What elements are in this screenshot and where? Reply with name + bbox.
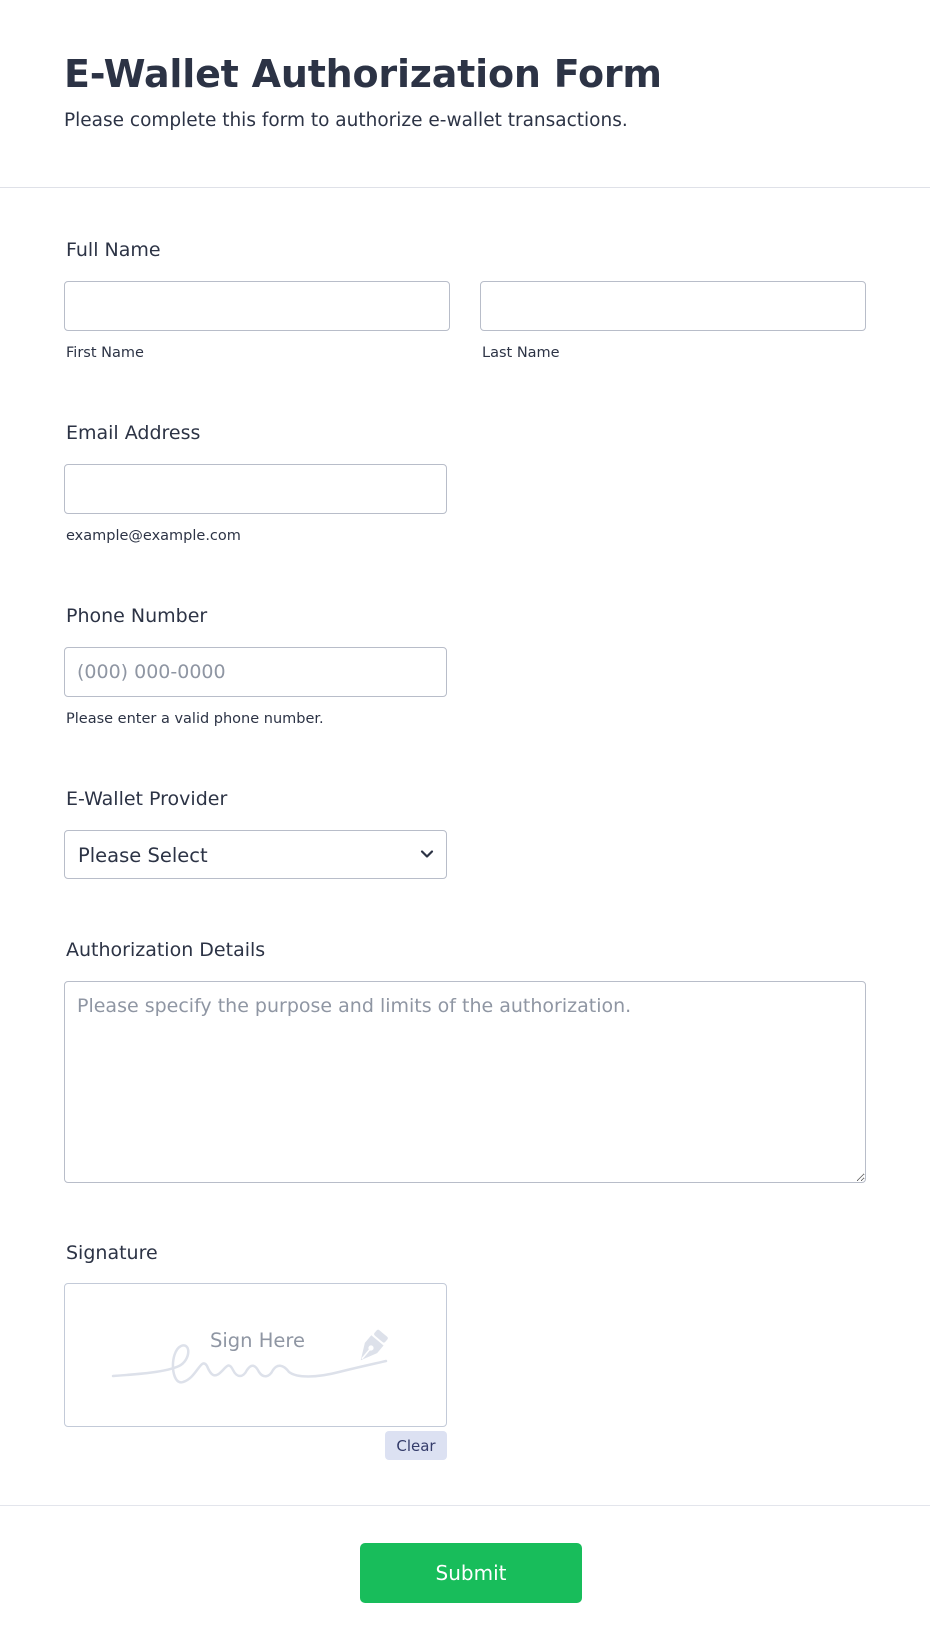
full-name-label: Full Name bbox=[66, 239, 161, 261]
provider-select[interactable] bbox=[64, 830, 447, 879]
details-label: Authorization Details bbox=[66, 939, 266, 961]
signature-pad[interactable] bbox=[64, 1283, 447, 1427]
pen-nib-icon bbox=[349, 1326, 393, 1370]
first-name-input[interactable] bbox=[64, 281, 450, 331]
first-name-sublabel: First Name bbox=[66, 345, 144, 361]
form-title: E-Wallet Authorization Form bbox=[64, 52, 662, 96]
provider-selected-value: Please Select bbox=[78, 844, 208, 867]
phone-input[interactable] bbox=[64, 647, 447, 697]
phone-sublabel: Please enter a valid phone number. bbox=[66, 711, 324, 727]
last-name-sublabel: Last Name bbox=[482, 345, 560, 361]
email-sublabel: example@example.com bbox=[66, 528, 241, 544]
chevron-down-icon bbox=[418, 845, 436, 863]
email-label: Email Address bbox=[66, 422, 201, 444]
submit-button[interactable]: Submit bbox=[360, 1543, 582, 1603]
clear-signature-button[interactable]: Clear bbox=[385, 1431, 447, 1460]
details-textarea[interactable] bbox=[64, 981, 866, 1183]
form-subtitle: Please complete this form to authorize e-wallet transactions. bbox=[64, 110, 628, 131]
footer-divider bbox=[0, 1505, 930, 1506]
signature-label: Signature bbox=[66, 1242, 158, 1264]
last-name-input[interactable] bbox=[480, 281, 866, 331]
form-header bbox=[0, 0, 930, 188]
sign-here-hint: Sign Here bbox=[210, 1329, 305, 1352]
provider-label: E-Wallet Provider bbox=[66, 788, 228, 810]
phone-label: Phone Number bbox=[66, 605, 208, 627]
email-input[interactable] bbox=[64, 464, 447, 514]
